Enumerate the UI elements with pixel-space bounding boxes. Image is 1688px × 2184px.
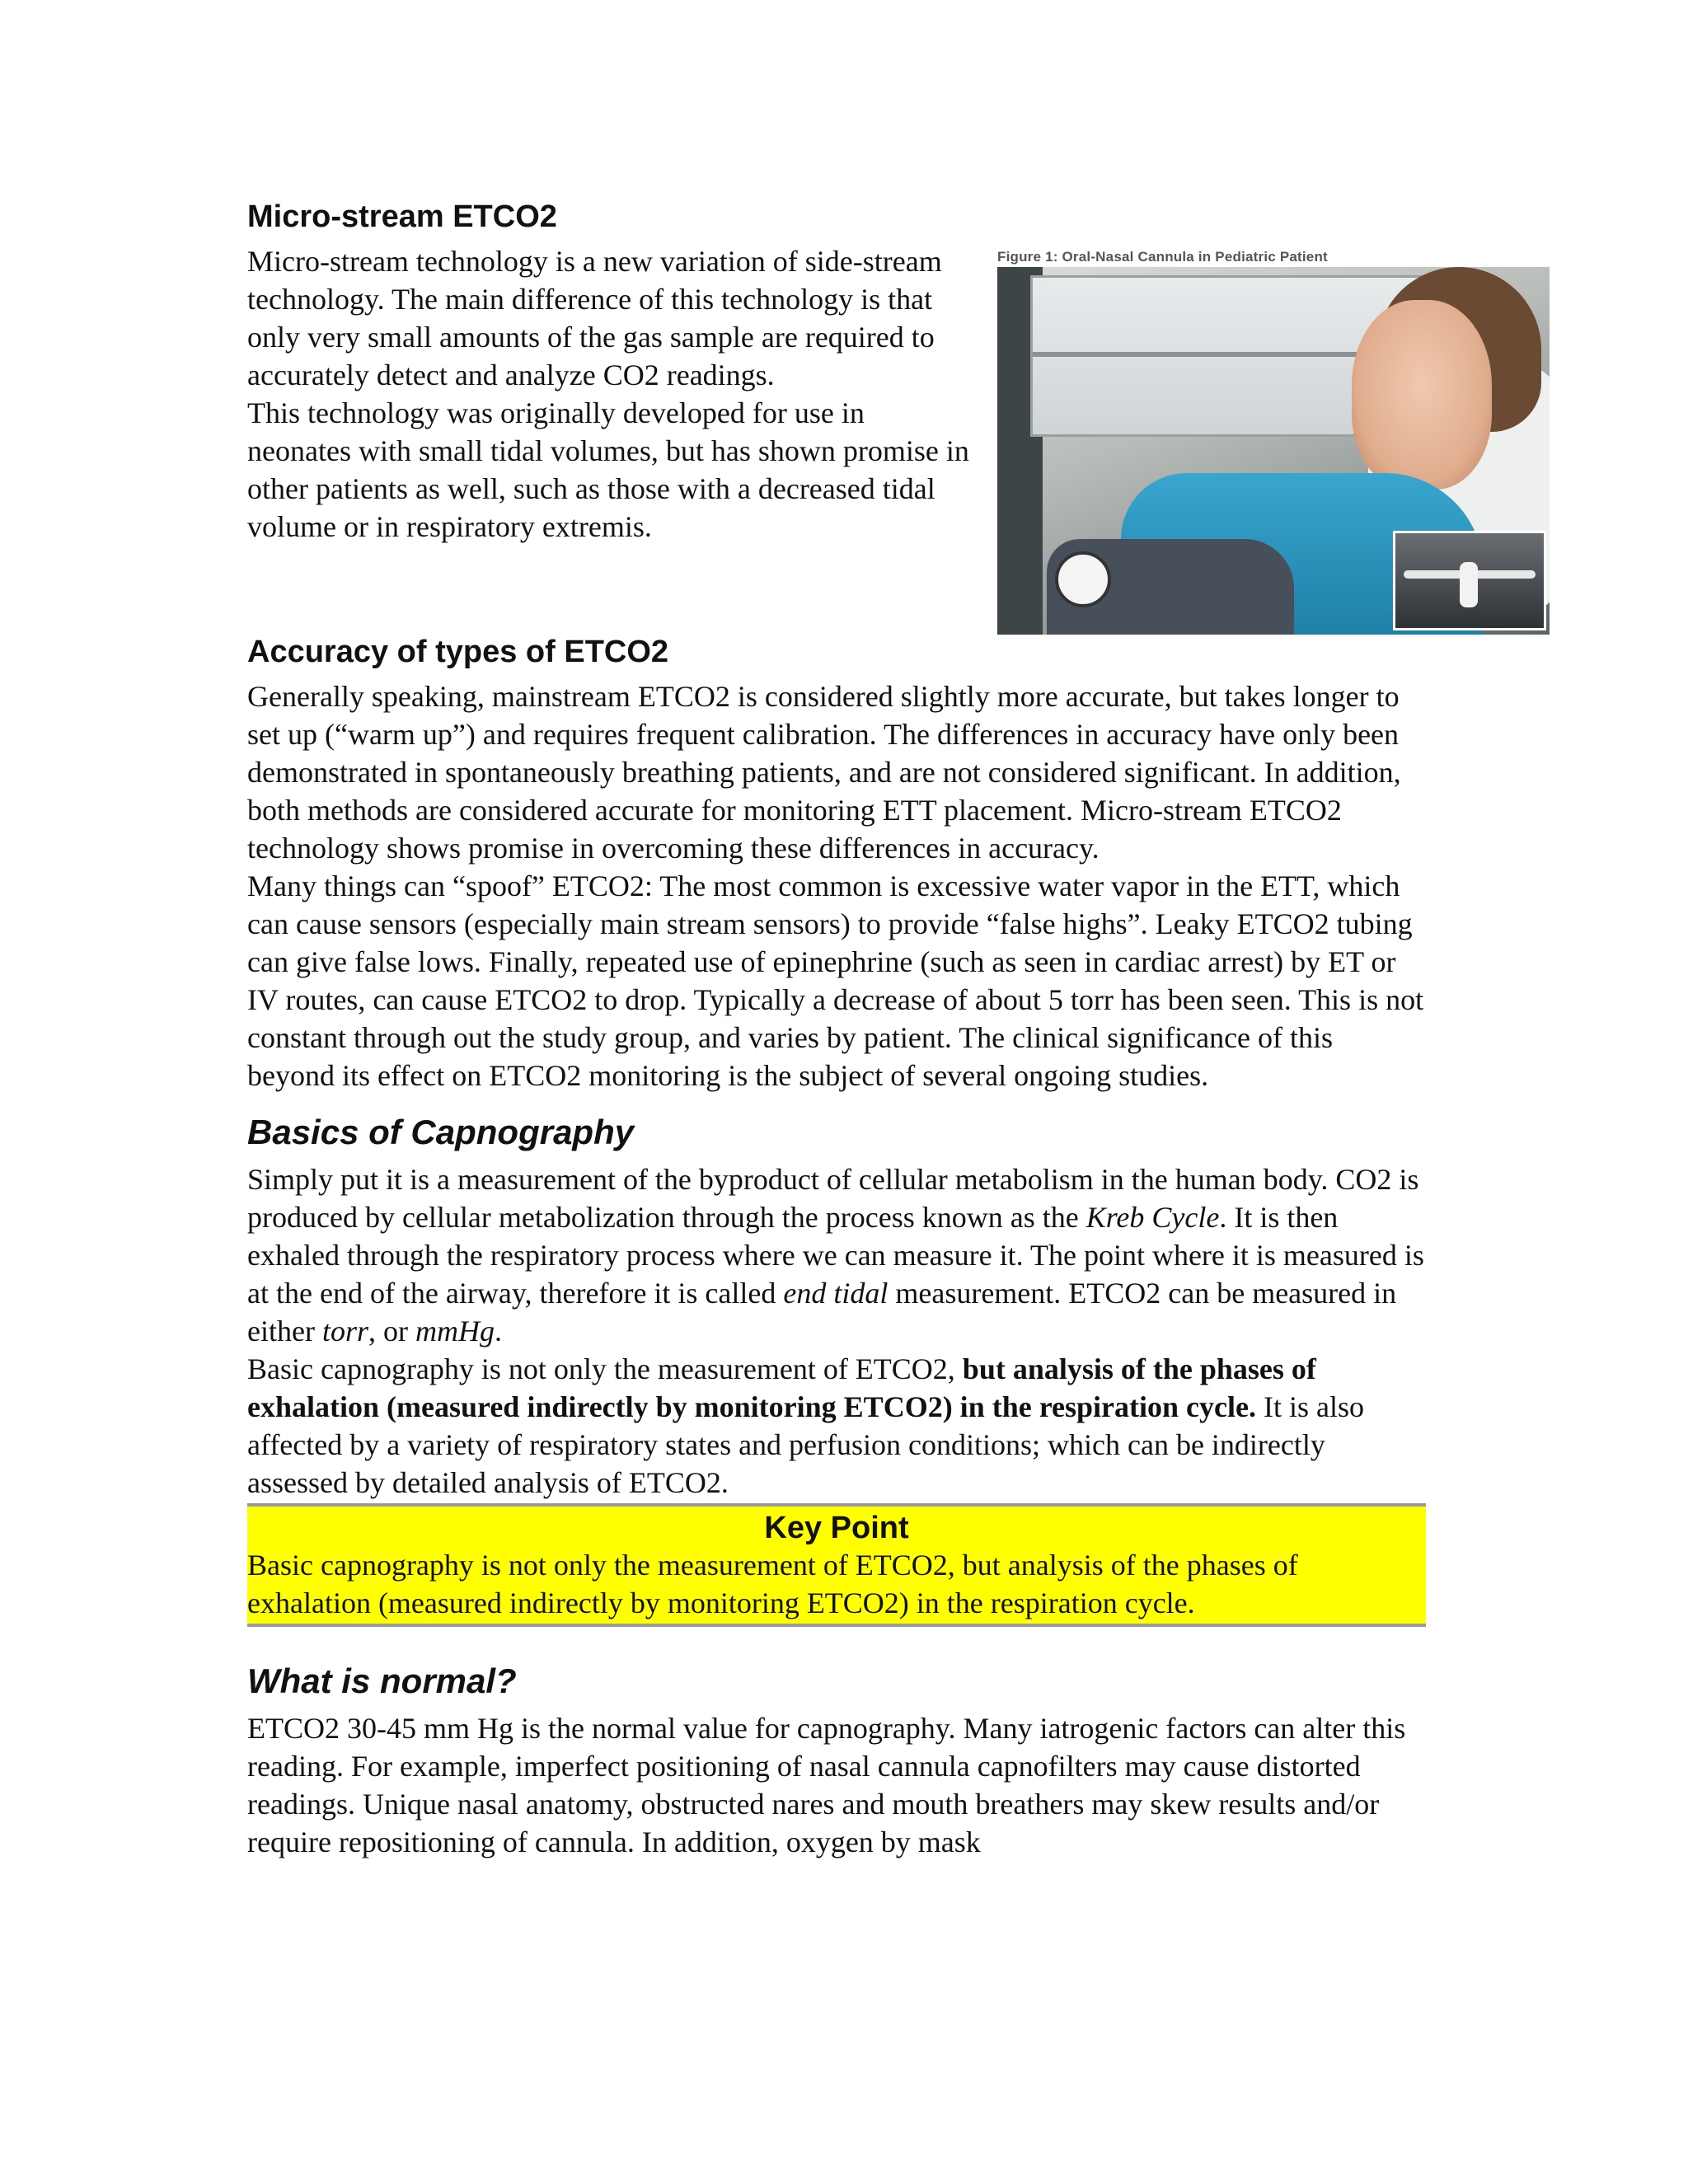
basics-p1-part-b: . It is then exhaled through the respiratory process where we can measure it. The point where it is measured is at the end of the airway, therefore it is called bbox=[247, 1201, 1424, 1310]
basics-p1-part-e: . bbox=[494, 1315, 502, 1347]
photo-cannula-inset bbox=[1393, 531, 1546, 630]
basics-p1-part-a: Simply put it is a measurement of the byproduct of cellular metabolism in the human body. CO2 is produced by cellular metabolization through the process known as the bbox=[247, 1163, 1419, 1234]
accuracy-paragraph-2: Many things can “spoof” ETCO2: The most common is excessive water vapor in the ETT, which can cause sensors (especially main stream sensors) to provide “false highs”. Leaky ETCO2 tubing can give false lows. Finally, repeated use of epinephrine (such as seen in cardiac arrest) by ET or IV routes, can cause ETCO2 to drop. Typically a decrease of about 5 torr has been seen. This is not constant through out the study group, and varies by patient. The clinical significance of this beyond its effect on ETCO2 monitoring is the subject of several ongoing studies. bbox=[247, 869, 1424, 1092]
key-point-text: Basic capnography is not only the measurement of ETCO2, but analysis of the phases of exhalation (measured indirectly by monitoring ETCO2) in the respiration cycle. bbox=[247, 1549, 1298, 1619]
basics-paragraph-2 bbox=[247, 1350, 1426, 1502]
accuracy-heading: Accuracy of types of ETCO2 bbox=[247, 635, 669, 669]
basics-p1-part-c: measurement. ETCO2 can be measured in either bbox=[247, 1277, 1397, 1347]
basics-p1-part-d: , or bbox=[368, 1315, 415, 1347]
document-page bbox=[247, 198, 1426, 1861]
normal-section bbox=[247, 1660, 1426, 1861]
microstream-paragraph-1: Micro-stream technology is a new variation of side-stream technology. The main difference of this technology is that only very small amounts of the gas sample are required to accurately detect and analyze CO2 readings. bbox=[247, 245, 942, 391]
mmhg-term: mmHg bbox=[415, 1315, 495, 1347]
kreb-cycle-term: Kreb Cycle bbox=[1085, 1201, 1220, 1234]
microstream-section bbox=[247, 198, 1426, 633]
basics-section bbox=[247, 1111, 1426, 1502]
basics-p2-part-a: Basic capnography is not only the measurement of ETCO2, bbox=[247, 1352, 963, 1385]
end-tidal-term: end tidal bbox=[783, 1277, 889, 1310]
microstream-paragraph-2: This technology was originally developed for use in neonates with small tidal volumes, but has shown promise in other patients as well, such as those with a decreased tidal volume or in respiratory extremis. bbox=[247, 396, 969, 543]
torr-term: torr bbox=[321, 1315, 368, 1347]
key-point-title: Key Point bbox=[764, 1511, 909, 1545]
pediatric-patient-photo bbox=[997, 267, 1550, 635]
normal-paragraph-1: ETCO2 30-45 mm Hg is the normal value for capnography. Many iatrogenic factors can alter this reading. For example, imperfect positioning of nasal cannula capnofilters may cause distorted readings. Unique nasal anatomy, obstructed nares and mouth breathers may skew results and/or require repositioning of cannula. In addition, oxygen by mask bbox=[247, 1712, 1406, 1858]
basics-heading: Basics of Capnography bbox=[247, 1113, 635, 1151]
figure-caption: Figure 1: Oral-Nasal Cannula in Pediatric Patient bbox=[997, 249, 1328, 265]
figure-oral-nasal-cannula bbox=[997, 249, 1566, 628]
photo-face bbox=[1352, 300, 1492, 490]
key-point-box bbox=[247, 1503, 1426, 1627]
microstream-heading: Micro-stream ETCO2 bbox=[247, 199, 557, 234]
accuracy-paragraph-1: Generally speaking, mainstream ETCO2 is considered slightly more accurate, but takes longer to set up (“warm up”) and requires frequent calibration. The differences in accuracy have only been demonstrated in spontaneously breathing patients, and are not considered significant. In addition, both methods are considered accurate for monitoring ETT placement. Micro-stream ETCO2 technology shows promise in overcoming these differences in accuracy. bbox=[247, 680, 1401, 865]
basics-p2-part-b: It is also affected by a variety of respiratory states and perfusion conditions; which can be indirectly assessed by detailed analysis of ETCO2. bbox=[247, 1390, 1364, 1499]
accuracy-section bbox=[247, 633, 1426, 1094]
normal-heading: What is normal? bbox=[247, 1661, 517, 1700]
basics-p2-bold: but analysis of the phases of exhalation (measured indirectly by monitoring ETCO2) in the respiration cycle. bbox=[247, 1352, 1316, 1423]
photo-gauge bbox=[1055, 551, 1111, 607]
basics-paragraph-1 bbox=[247, 1160, 1426, 1350]
